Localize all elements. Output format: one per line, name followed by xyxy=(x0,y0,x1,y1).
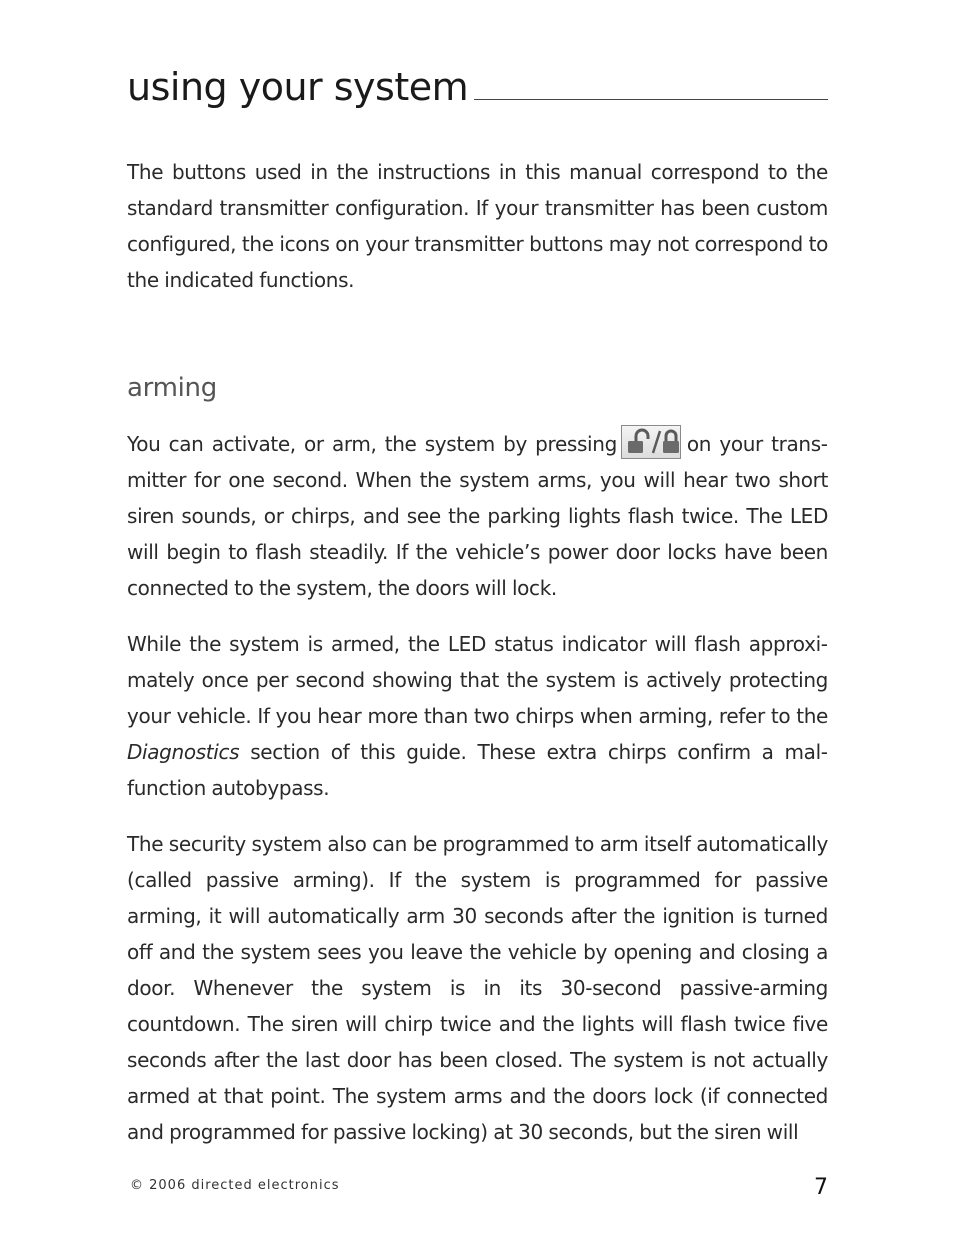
arming-p2-text-after: section of this guide. These extra chirps confirm a malfunction autobypass. xyxy=(127,740,828,800)
section-header xyxy=(127,60,828,109)
page-content xyxy=(127,60,828,1150)
arming-paragraph-3: The security system also can be programmed to arm itself automatically (called passive arming). If the system is programmed for passive arming, it will automatically arm 30 seconds after the ignition is turned off and the system sees you leave the vehicle by opening and closing a door. Whenever the system is in its 30-second passive-arming countdown. The siren will chirp twice and the lights will flash twice five seconds after the last door has been closed. The system is not actually armed at that point. The system arms and the doors lock (if connected and programmed for passive locking) at 30 seconds, but the siren will xyxy=(127,832,828,1144)
arming-paragraph-2 xyxy=(127,626,828,806)
lock-unlock-button-icon xyxy=(621,425,681,459)
diagnostics-reference: Diagnostics xyxy=(127,740,240,764)
arming-p2-text-before: While the system is armed, the LED status indicator will flash approximately once per second showing that the system is actively protecting your vehicle. If you hear more than two chirps when arming, refer to the xyxy=(127,632,828,728)
arming-heading: arming xyxy=(127,373,217,403)
page-number: 7 xyxy=(814,1175,828,1200)
arming-paragraph-1 xyxy=(127,426,828,606)
footer-copyright: © 2006 directed electronics xyxy=(130,1178,340,1193)
page-title: using your system xyxy=(127,68,474,106)
arming-p1-text-after: on your transmitter for one second. When the system arms, you will hear two short siren sounds, or chirps, and see the parking lights flash twice. The LED will begin to flash steadily. If the vehicle’s power door locks have been connected to the system, the doors will lock. xyxy=(127,432,828,600)
intro-paragraph: The buttons used in the instructions in this manual correspond to the standard transmitter configuration. If your transmitter has been custom configured, the icons on your transmitter buttons may not correspond to the indicated functions. xyxy=(127,160,828,292)
arming-p1-text-before: You can activate, or arm, the system by pressing xyxy=(127,432,617,456)
